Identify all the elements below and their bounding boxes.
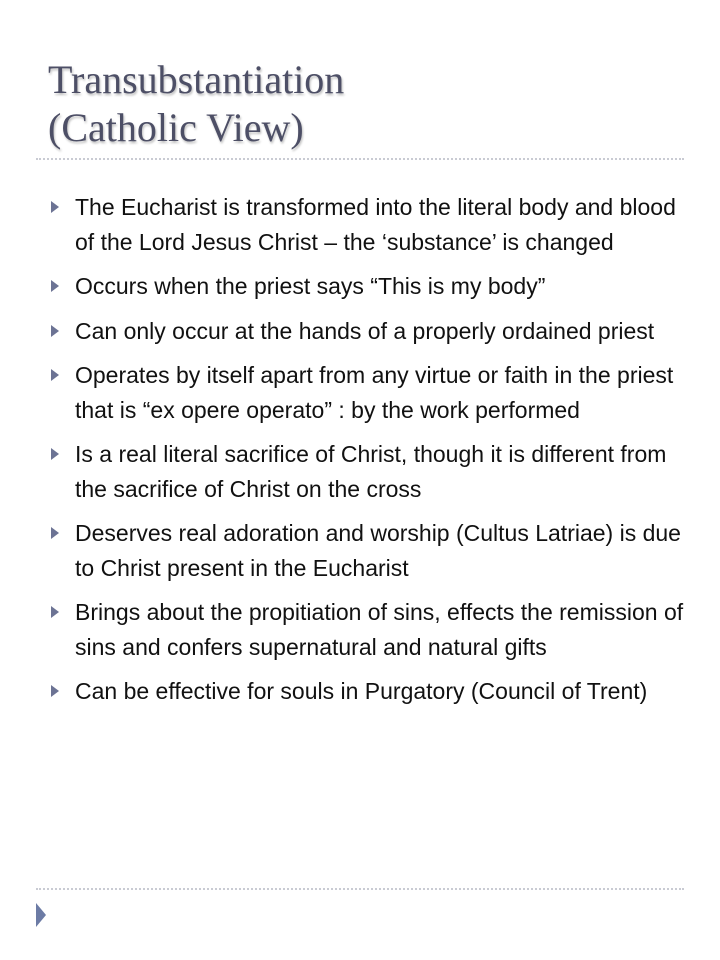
bullet-item [48, 674, 688, 709]
bullet-item [48, 314, 688, 349]
bullet-list [48, 190, 688, 719]
slide-title [48, 56, 688, 152]
bullet-text: Can only occur at the hands of a properly ordained priest [75, 317, 655, 344]
bullet-text: Brings about the propitiation of sins, effects the remission of sins and confers supernatural and natural gifts [75, 599, 684, 660]
bullet-text: Can be effective for souls in Purgatory (Council of Trent) [75, 678, 648, 704]
bullet-item [48, 437, 688, 506]
bullet-text: The Eucharist is transformed into the literal body and blood of the Lord Jesus Christ – the ‘substance’ is changed [75, 194, 676, 255]
triangle-right-icon [51, 201, 59, 213]
bullet-text: Is a real literal sacrifice of Christ, though it is different from the sacrifice of Christ on the cross [75, 441, 667, 502]
triangle-right-icon [51, 685, 59, 697]
triangle-right-icon [51, 325, 59, 337]
triangle-right-icon [51, 606, 59, 618]
slide-title-line-1: Transubstantiation [48, 57, 345, 102]
triangle-right-icon [51, 527, 59, 539]
bullet-text: Occurs when the priest says “This is my body” [75, 273, 546, 299]
triangle-right-icon [51, 448, 59, 460]
bullet-item [48, 269, 688, 304]
triangle-right-icon [51, 369, 59, 381]
bullet-item [48, 190, 688, 259]
triangle-right-icon [51, 280, 59, 292]
bullet-item [48, 358, 688, 427]
slide-title-line-2: (Catholic View) [48, 105, 304, 150]
bottom-divider [36, 888, 684, 890]
bullet-item [48, 595, 688, 664]
slide-marker-triangle-right-icon [36, 903, 46, 927]
bullet-text: Deserves real adoration and worship (Cultus Latriae) is due to Christ present in the Eucharist [75, 520, 681, 581]
bullet-text: Operates by itself apart from any virtue or faith in the priest that is “ex opere operato” : by the work performed [75, 362, 674, 423]
top-divider [36, 158, 684, 160]
bullet-item [48, 516, 688, 585]
